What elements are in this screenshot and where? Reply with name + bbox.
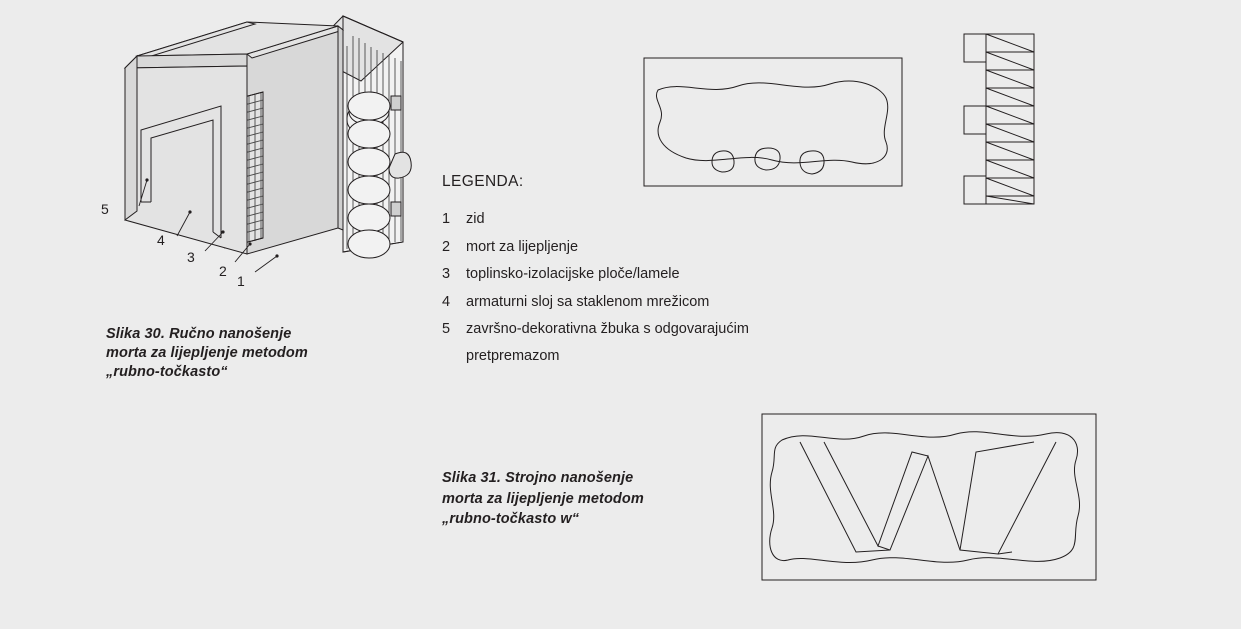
legend-item-1 [442,210,862,228]
legend [442,173,862,375]
legend-item-3-number: 3 [442,266,451,282]
figure30-caption-line2: morta za lijepljenje metodom [106,345,308,361]
mortar-bead-with-dots-diagram [640,50,910,195]
callout-1: 1 [237,273,245,289]
finish-render-layer [125,56,247,254]
legend-item-2-number: 2 [442,238,451,255]
figure30-caption-line1: Slika 30. Ručno nanošenje [106,326,292,342]
figure30-caption [106,325,376,382]
figure31-caption [442,468,742,530]
mortar-w-pattern-diagram [760,412,1098,582]
legend-item-2 [442,238,862,256]
legend-item-5-label-continued: pretpremazom [466,348,560,364]
isometric-drawing [95,6,425,296]
legend-item-3-label: toplinsko-izolacijske ploče/lamele [466,266,680,282]
dots-panel-drawing [640,50,910,195]
callout-3: 3 [187,249,195,265]
callout-4: 4 [157,232,165,248]
callout-2: 2 [219,263,227,279]
figure31-caption-line3: „rubno-točkasto w“ [442,511,580,527]
legend-item-1-label: zid [466,211,485,227]
etics-wall-layers-isometric [95,6,425,296]
legend-item-5 [442,320,862,365]
mortar-strips-side-view-diagram [960,28,1045,208]
legend-item-4-label: armaturni sloj sa staklenom mrežicom [466,293,710,310]
legend-item-1-number: 1 [442,211,451,227]
figure31-caption-line2: morta za lijepljenje metodom [442,490,644,507]
legend-item-5-label: završno-dekorativna žbuka s odgovarajućim [466,321,749,337]
legend-item-2-label: mort za lijepljenje [466,238,579,255]
legend-item-4 [442,293,862,311]
legend-item-3 [442,265,862,283]
legend-item-5-number: 5 [442,321,451,337]
legend-title: LEGENDA: [442,173,524,190]
w-panel-drawing [760,412,1098,582]
legend-item-4-number: 4 [442,293,451,310]
figure31-caption-line1: Slika 31. Strojno nanošenje [442,470,634,486]
side-strips-drawing [960,28,1045,208]
callout-5: 5 [101,201,109,217]
figure30-caption-line3: „rubno-točkasto“ [106,364,228,380]
